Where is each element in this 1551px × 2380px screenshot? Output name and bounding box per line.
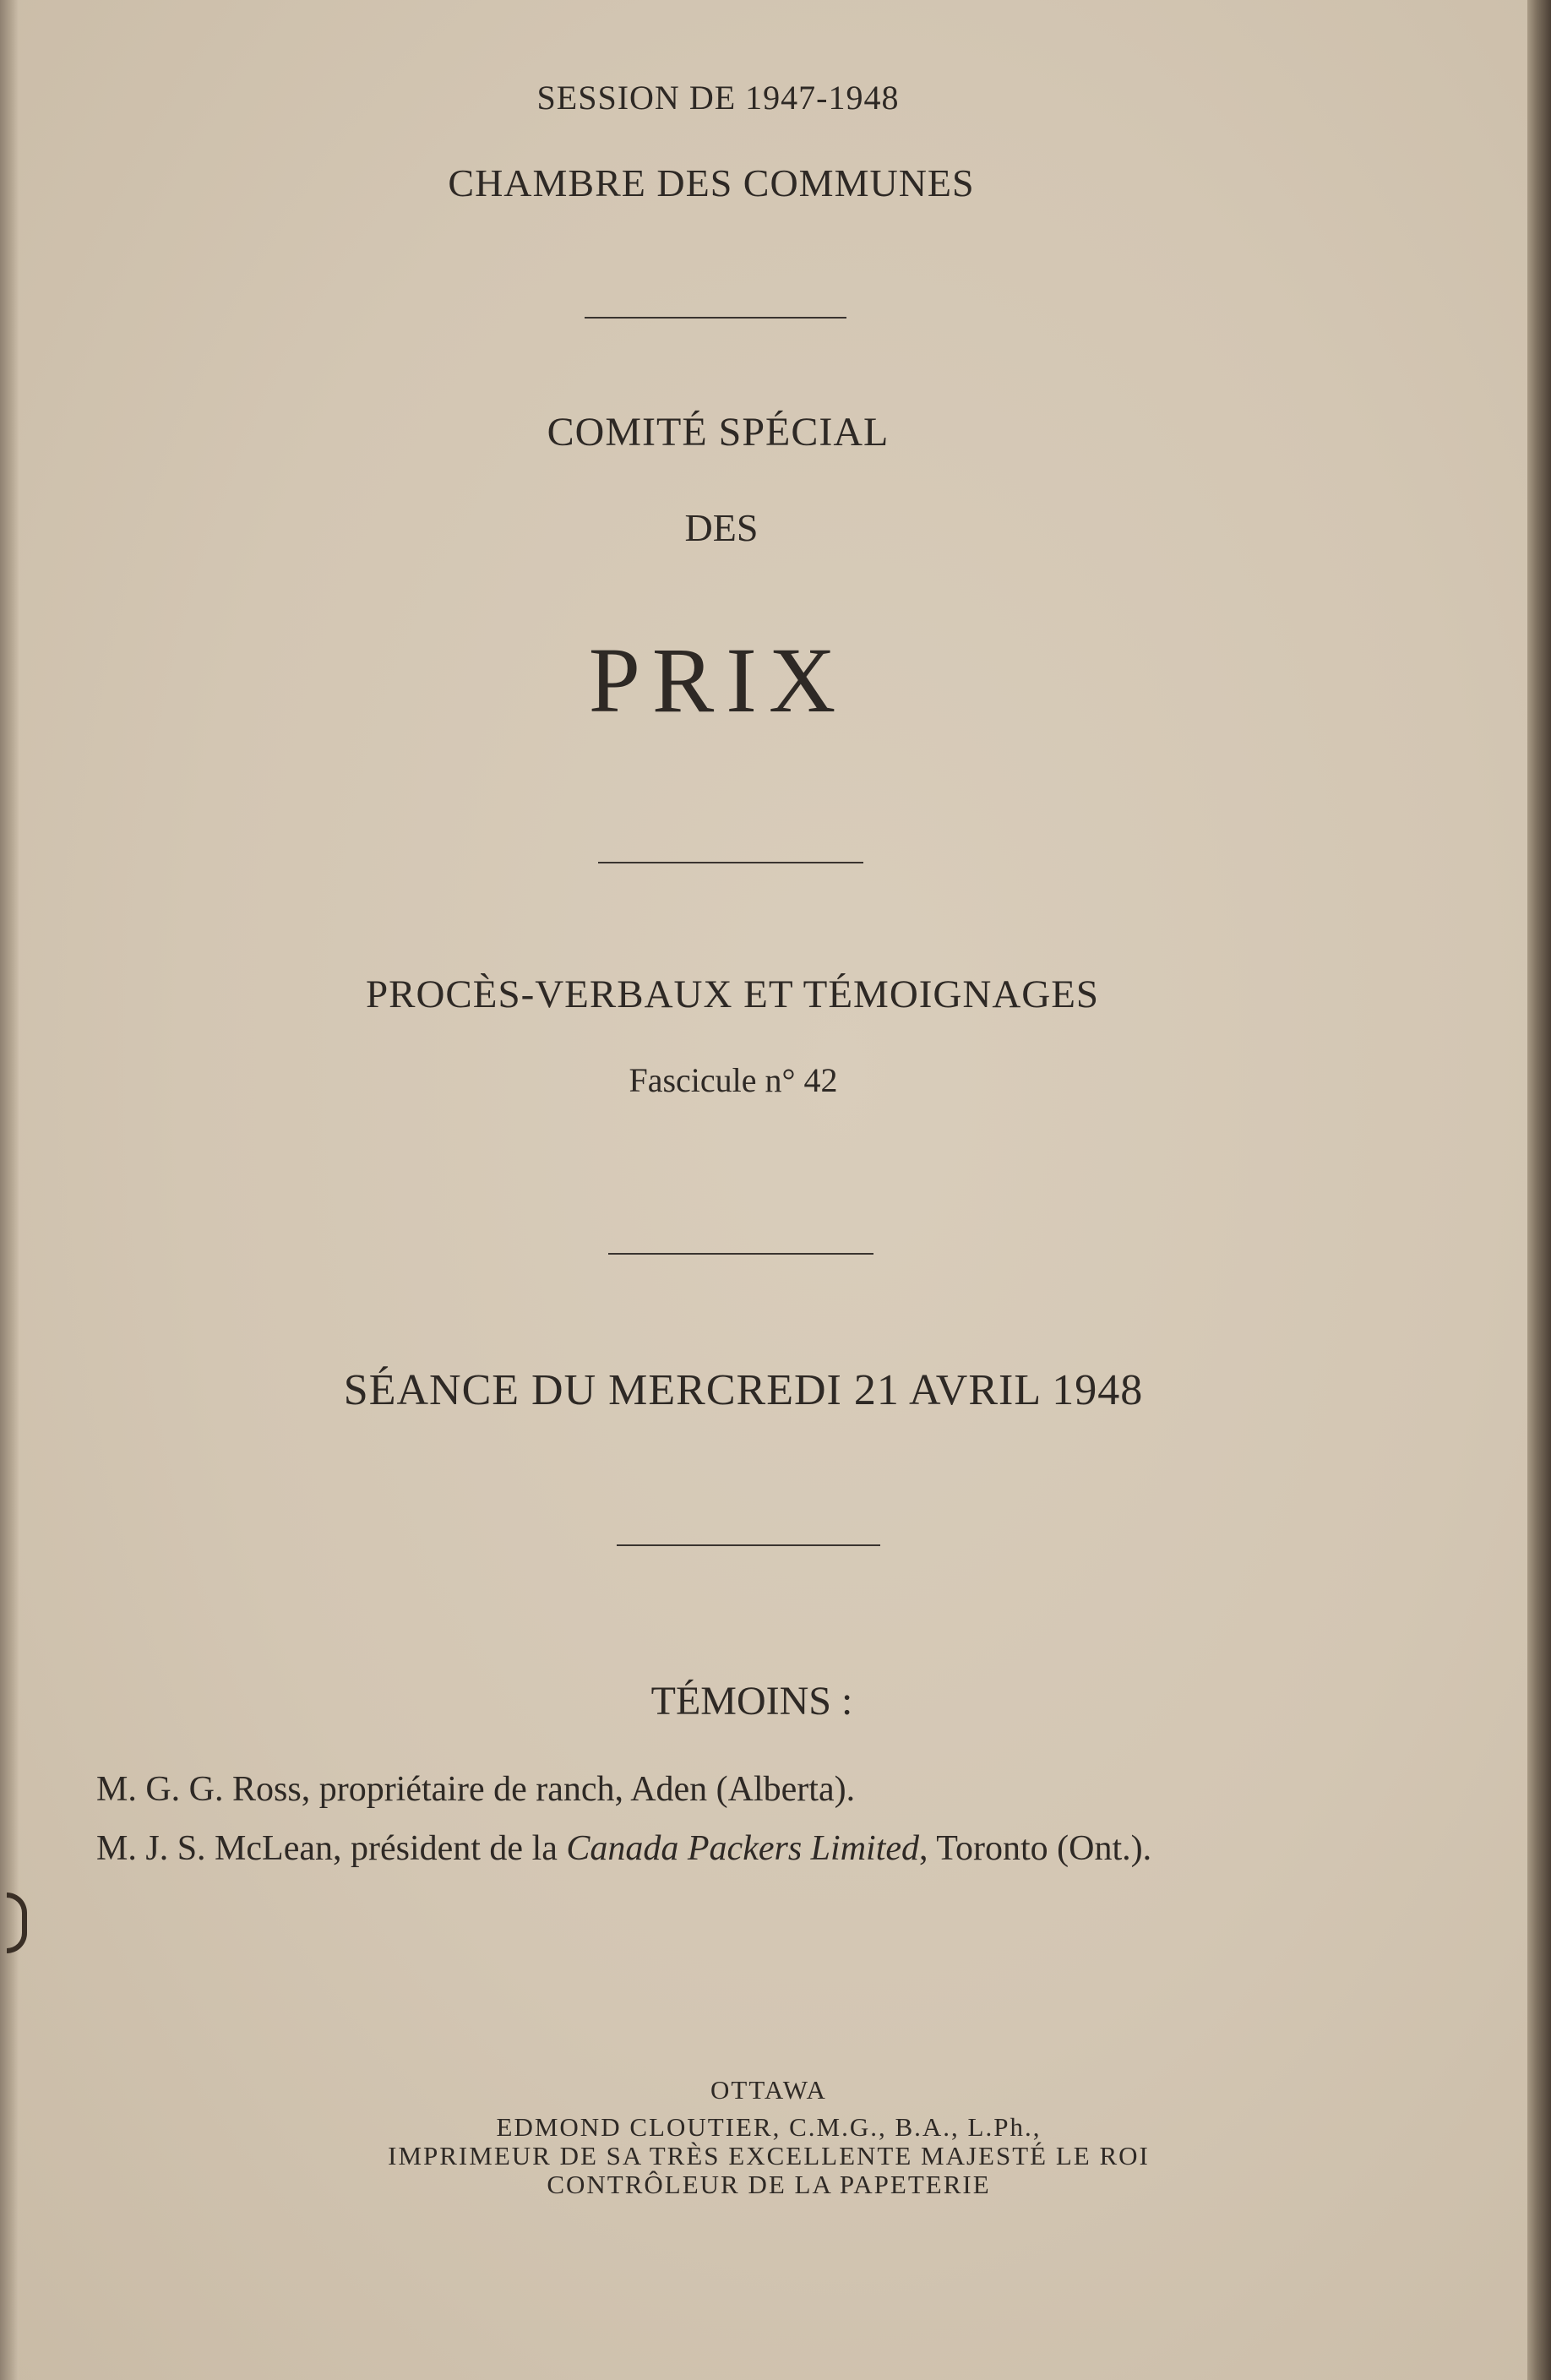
committee-subject: PRIX bbox=[588, 629, 848, 732]
binding-clip bbox=[7, 1893, 27, 1953]
fascicule-number: Fascicule n° 42 bbox=[629, 1061, 838, 1099]
divider-4 bbox=[617, 1544, 880, 1546]
chamber-line: CHAMBRE DES COMMUNES bbox=[448, 161, 975, 204]
imprint-printer: EDMOND CLOUTIER, C.M.G., B.A., L.Ph., bbox=[496, 2112, 1042, 2142]
divider-3 bbox=[608, 1253, 873, 1255]
binding-spine bbox=[0, 0, 19, 2380]
witness-1-text: M. G. G. Ross, propriétaire de ranch, Aden (Alberta). bbox=[96, 1770, 856, 1809]
witness-2-prefix: M. J. S. McLean, président de la bbox=[96, 1829, 567, 1868]
witness-2-company: Canada Packers Limited bbox=[566, 1829, 920, 1868]
imprint-title: IMPRIMEUR DE SA TRÈS EXCELLENTE MAJESTÉ LE ROI bbox=[388, 2141, 1150, 2170]
committee-line-2: DES bbox=[684, 506, 759, 549]
sitting-date: SÉANCE DU MERCREDI 21 AVRIL 1948 bbox=[343, 1366, 1144, 1414]
witness-1 bbox=[96, 1769, 855, 1810]
divider-2 bbox=[598, 862, 863, 863]
witness-2 bbox=[96, 1828, 1151, 1869]
divider-1 bbox=[585, 317, 846, 319]
proceedings-title: PROCÈS-VERBAUX ET TÉMOIGNAGES bbox=[365, 972, 1100, 1016]
imprint-role: CONTRÔLEUR DE LA PAPETERIE bbox=[547, 2170, 991, 2199]
imprint-city: OTTAWA bbox=[710, 2075, 827, 2105]
witness-2-suffix: , Toronto (Ont.). bbox=[919, 1829, 1152, 1868]
committee-line-1: COMITÉ SPÉCIAL bbox=[547, 410, 890, 455]
page-edge bbox=[1527, 0, 1551, 2380]
session-line: SESSION DE 1947-1948 bbox=[536, 79, 900, 117]
witnesses-heading: TÉMOINS : bbox=[650, 1679, 853, 1724]
